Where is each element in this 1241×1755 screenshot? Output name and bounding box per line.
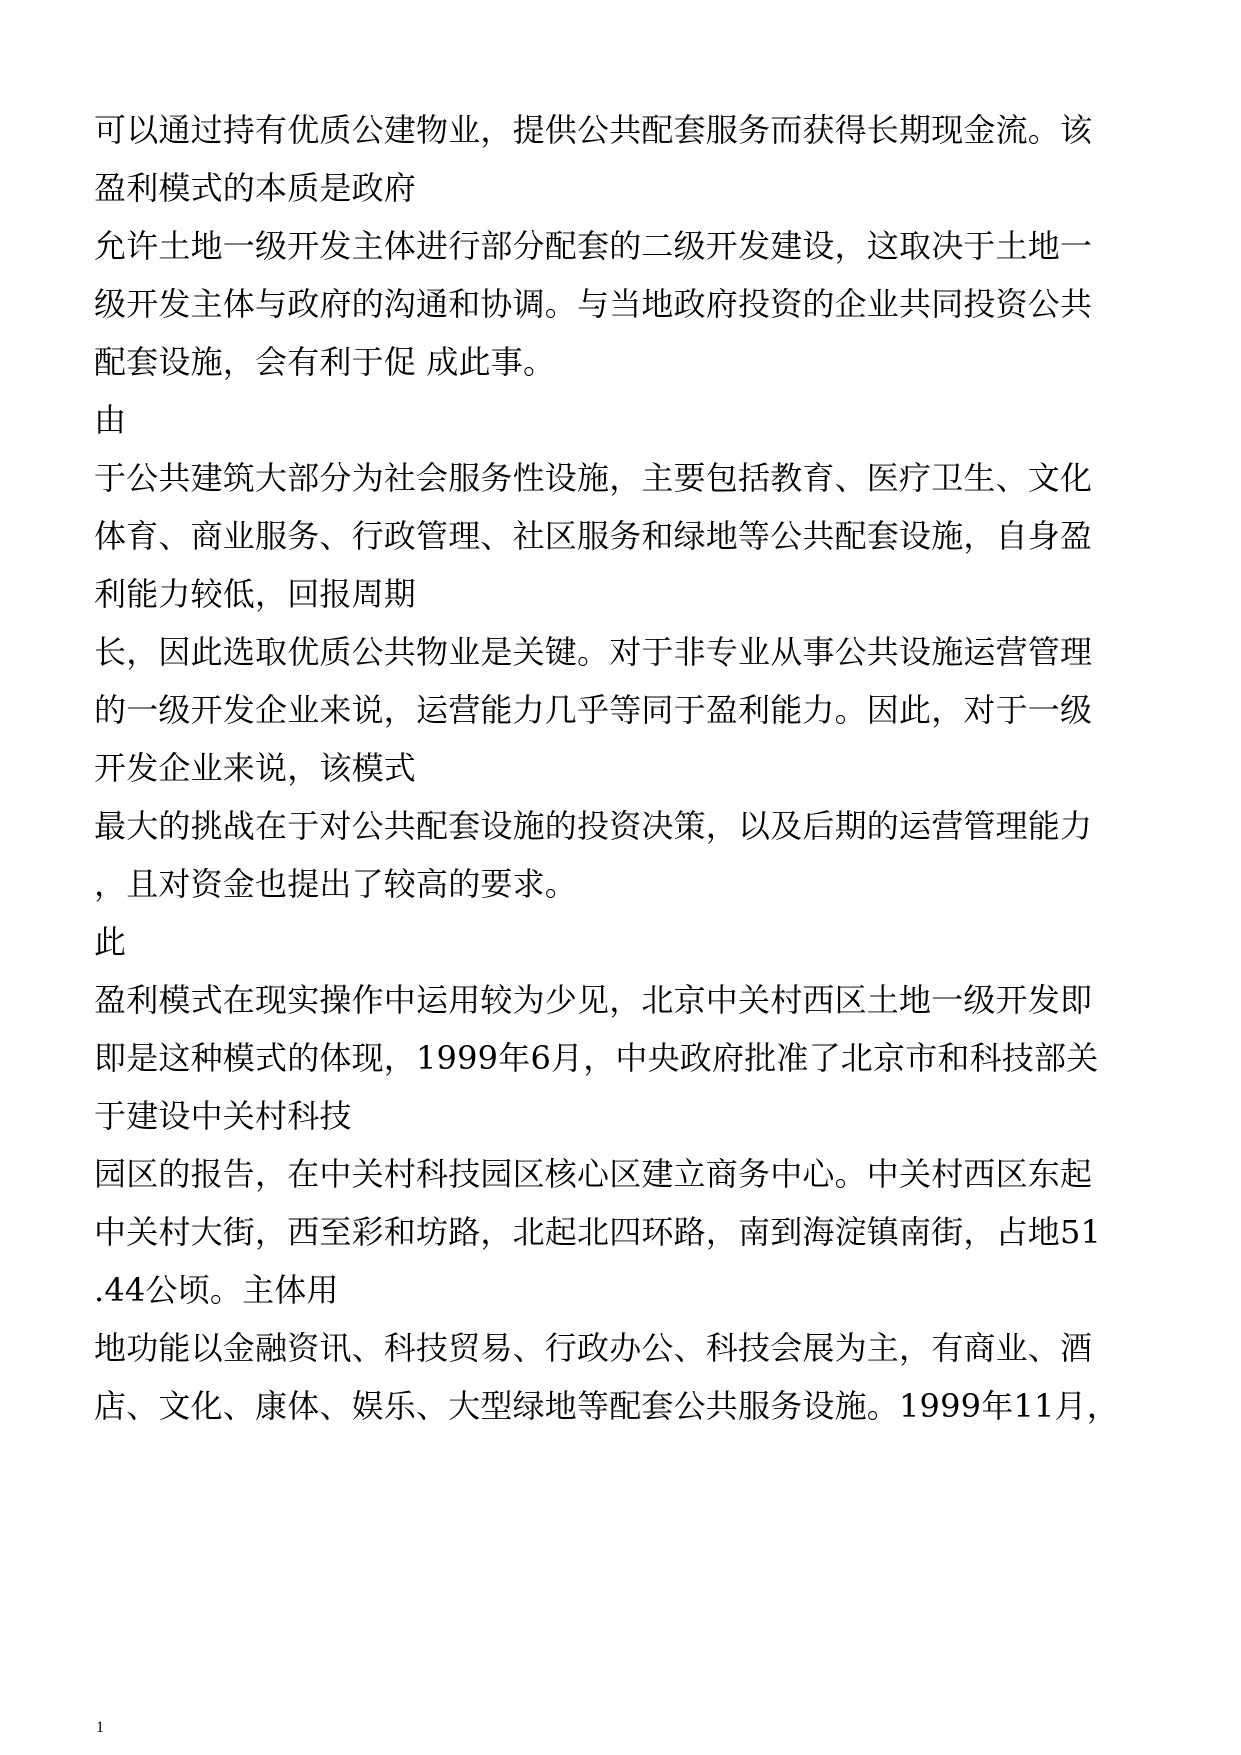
text-line: 开发企业来说，该模式 (94, 749, 417, 787)
text-line: 盈利模式在现实操作中运用较为少见，北京中关村西区土地一级开发即 (94, 981, 1093, 1019)
text-line: 的一级开发企业来说，运营能力几乎等同于盈利能力。因此，对于一级 (94, 691, 1093, 729)
text-line: 即是这种模式的体现，1999年6月，中央政府批准了北京市和科技部关 (94, 1039, 1099, 1077)
text-line: 级开发主体与政府的沟通和协调。与当地政府投资的企业共同投资公共 (94, 285, 1093, 323)
text-line: 地功能以金融资讯、科技贸易、行政办公、科技会展为主，有商业、酒 (94, 1329, 1093, 1367)
text-line: 于公共建筑大部分为社会服务性设施，主要包括教育、医疗卫生、文化 (94, 459, 1093, 497)
text-line: 允许土地一级开发主体进行部分配套的二级开发建设，这取决于土地一 (94, 227, 1093, 265)
text-line: 配套设施，会有利于促 成此事。 (94, 343, 556, 381)
text-line: 可以通过持有优质公建物业，提供公共配套服务而获得长期现金流。该 (94, 111, 1093, 149)
text-line: 此 (94, 923, 127, 961)
text-line: 园区的报告，在中关村科技园区核心区建立商务中心。中关村西区东起 (94, 1155, 1093, 1193)
text-line: 体育、商业服务、行政管理、社区服务和绿地等公共配套设施，自身盈 (94, 517, 1093, 555)
page-number: 1 (96, 1719, 104, 1736)
text-line: 利能力较低，回报周期 (94, 575, 417, 613)
text-line: 长，因此选取优质公共物业是关键。对于非专业从事公共设施运营管理 (94, 633, 1093, 671)
text-line: 于建设中关村科技 (94, 1097, 352, 1135)
text-line: 盈利模式的本质是政府 (94, 169, 417, 207)
text-line: 最大的挑战在于对公共配套设施的投资决策，以及后期的运营管理能力 (94, 807, 1093, 845)
text-line: 店、文化、康体、娱乐、大型绿地等配套公共服务设施。1999年11月， (94, 1387, 1119, 1425)
text-line: 由 (94, 401, 127, 439)
text-line: .44公顷。主体用 (94, 1271, 339, 1309)
text-line: ，且对资金也提出了较高的要求。 (94, 865, 578, 903)
text-line: 中关村大街，西至彩和坊路，北起北四环路，南到海淀镇南街，占地51 (94, 1213, 1102, 1251)
